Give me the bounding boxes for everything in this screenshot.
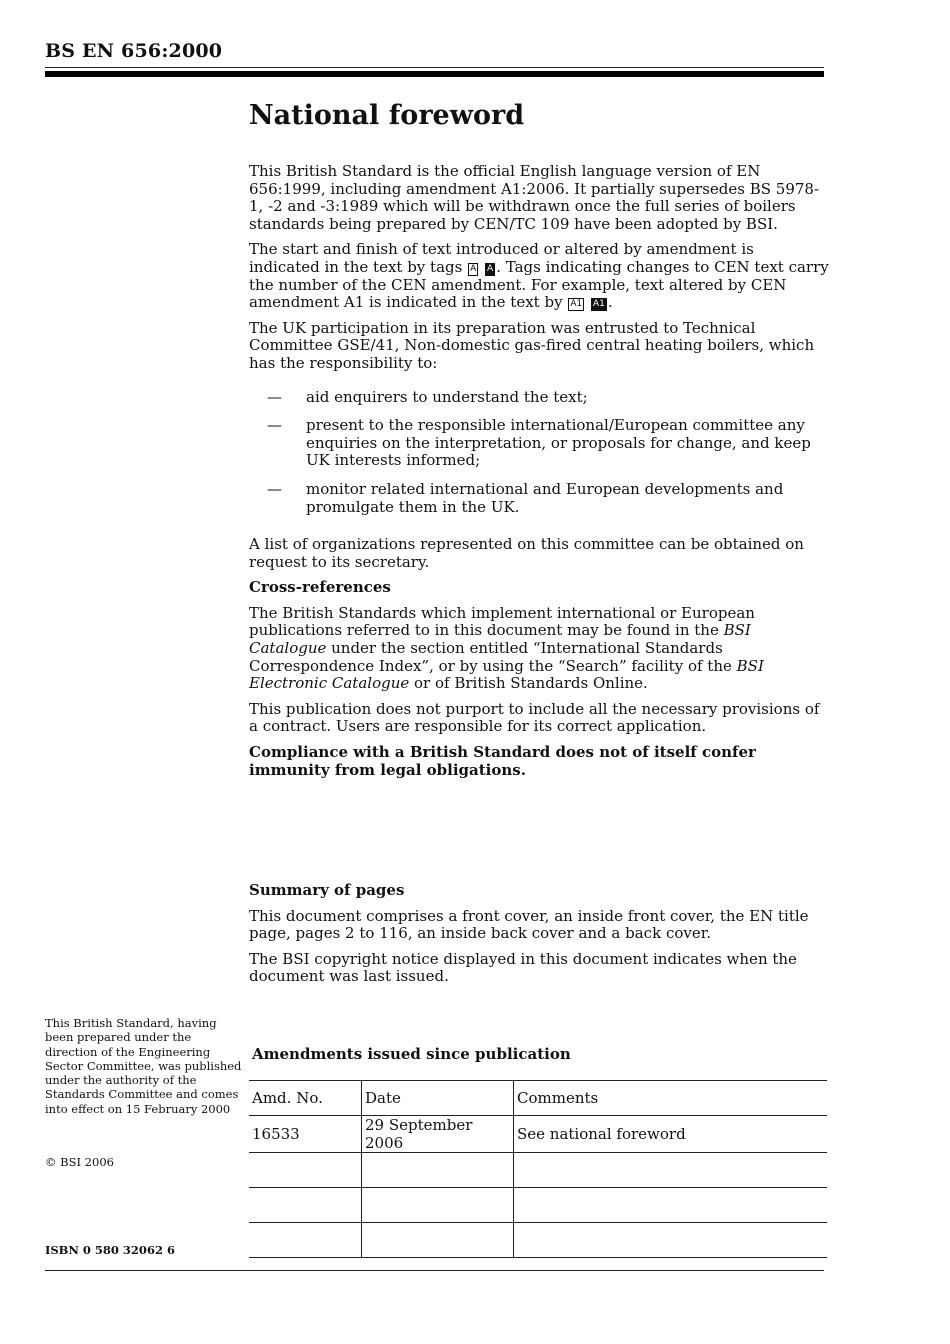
comments-cell xyxy=(514,1188,828,1223)
date-cell: 29 September 2006 xyxy=(362,1116,514,1153)
list-item xyxy=(249,389,829,407)
page-title: National foreword xyxy=(249,100,525,131)
committee-list-note: A list of organizations represented on this committee can be obtained on request to its secretary. xyxy=(249,535,804,571)
intro-paragraph-1: This British Standard is the official English language version of EN 656:1999, including amendment A1:2006. It partially supersedes BS 5978-1, -2 and -3:1989 which will be withdrawn once the full series of boilers standards being prepared by CEN/TC 109 have been adopted by BSI. xyxy=(249,162,820,233)
amendment-tag-open-icon: A xyxy=(470,263,477,274)
table-row xyxy=(249,1223,827,1258)
summary-paragraph-1: This document comprises a front cover, an inside front cover, the EN title page, pages 2 to 116, an inside back cover and a back cover. xyxy=(249,906,809,943)
responsibility-list xyxy=(249,389,829,517)
amd-no-cell xyxy=(249,1153,362,1188)
column-header-amd-no: Amd. No. xyxy=(249,1081,362,1116)
comments-cell xyxy=(514,1153,828,1188)
bsi-electronic-catalogue-title: BSI Electronic Catalogue xyxy=(249,656,764,693)
amd-no-cell xyxy=(249,1188,362,1223)
table-row xyxy=(249,1116,827,1153)
foreword-body xyxy=(249,163,829,787)
column-header-date: Date xyxy=(362,1081,514,1116)
standard-id: BS EN 656:2000 xyxy=(45,40,223,62)
copyright-notice: © BSI 2006 xyxy=(45,1155,114,1169)
a1-tag-close-icon: A1 xyxy=(593,299,605,310)
intro-paragraph-2 xyxy=(249,241,829,311)
cross-references-heading: Cross-references xyxy=(249,578,391,597)
list-item xyxy=(249,417,829,470)
date-cell xyxy=(362,1223,514,1258)
intro-p2-text-a: The start and finish of text introduced or altered by amendment is indicated in the text by tags xyxy=(249,240,754,276)
table-header-row xyxy=(249,1081,827,1116)
amd-no-cell xyxy=(249,1223,362,1258)
isbn-number: ISBN 0 580 32062 6 xyxy=(45,1243,175,1257)
provisions-paragraph: This publication does not purport to include all the necessary provisions of a contract. Users are responsible for its correct application. xyxy=(249,699,820,736)
dash-bullet: — xyxy=(267,416,282,435)
header-thin-rule xyxy=(45,67,824,68)
amendment-tag-close-icon: A xyxy=(487,263,494,274)
date-cell xyxy=(362,1153,514,1188)
cross-ref-text-c: or of British Standards Online. xyxy=(409,674,648,693)
amendments-table xyxy=(249,1080,827,1258)
table-row xyxy=(249,1153,827,1188)
comments-cell xyxy=(514,1223,828,1258)
intro-paragraph-3: The UK participation in its preparation was entrusted to Technical Committee GSE/41, Non-domestic gas-fired central heating boilers, which has the responsibility to: xyxy=(249,318,815,372)
table-row xyxy=(249,1188,827,1223)
date-cell xyxy=(362,1188,514,1223)
intro-p2-text-b: . Tags indicating changes to CEN text carry the number of the CEN amendment. For example, text altered by CEN amendment A1 is indicated in the text by xyxy=(249,257,829,312)
footer-rule xyxy=(45,1270,824,1271)
compliance-statement: Compliance with a British Standard does not of itself confer immunity from legal obligations. xyxy=(249,743,756,779)
a1-tag-open-icon: A1 xyxy=(570,299,583,310)
dash-bullet: — xyxy=(267,479,282,498)
cross-ref-text-a: The British Standards which implement international or European publications referred to in this document may be found in the xyxy=(249,603,755,640)
list-item xyxy=(249,481,829,516)
publication-note: This British Standard, having been prepared under the direction of the Engineering Sector Committee, was published under the authority of the Standards Committee and comes into effect on 15 February 2000 xyxy=(45,1016,242,1116)
dash-bullet: — xyxy=(267,387,282,406)
bsi-catalogue-title: BSI Catalogue xyxy=(249,621,751,658)
cross-ref-text-b: under the section entitled “International Standards Correspondence Index”, or by using the “Search” facility of the xyxy=(249,639,737,675)
list-item-text: present to the responsible international/European committee any enquiries on the interpretation, or proposals for change, and keep UK interests informed; xyxy=(306,416,811,470)
amd-no-cell: 16533 xyxy=(249,1116,362,1153)
summary-paragraph-2: The BSI copyright notice displayed in this document indicates when the document was last issued. xyxy=(249,949,797,986)
comments-cell: See national foreword xyxy=(514,1116,828,1153)
list-item-text: monitor related international and European developments and promulgate them in the UK. xyxy=(306,479,784,516)
intro-p2-text-c: . xyxy=(607,293,613,312)
summary-of-pages xyxy=(249,882,829,994)
column-header-comments: Comments xyxy=(514,1081,828,1116)
amendments-table-title: Amendments issued since publication xyxy=(252,1045,571,1063)
header-thick-rule xyxy=(45,71,824,77)
summary-heading: Summary of pages xyxy=(249,881,405,899)
cross-references-paragraph xyxy=(249,605,829,693)
list-item-text: aid enquirers to understand the text; xyxy=(306,387,588,406)
